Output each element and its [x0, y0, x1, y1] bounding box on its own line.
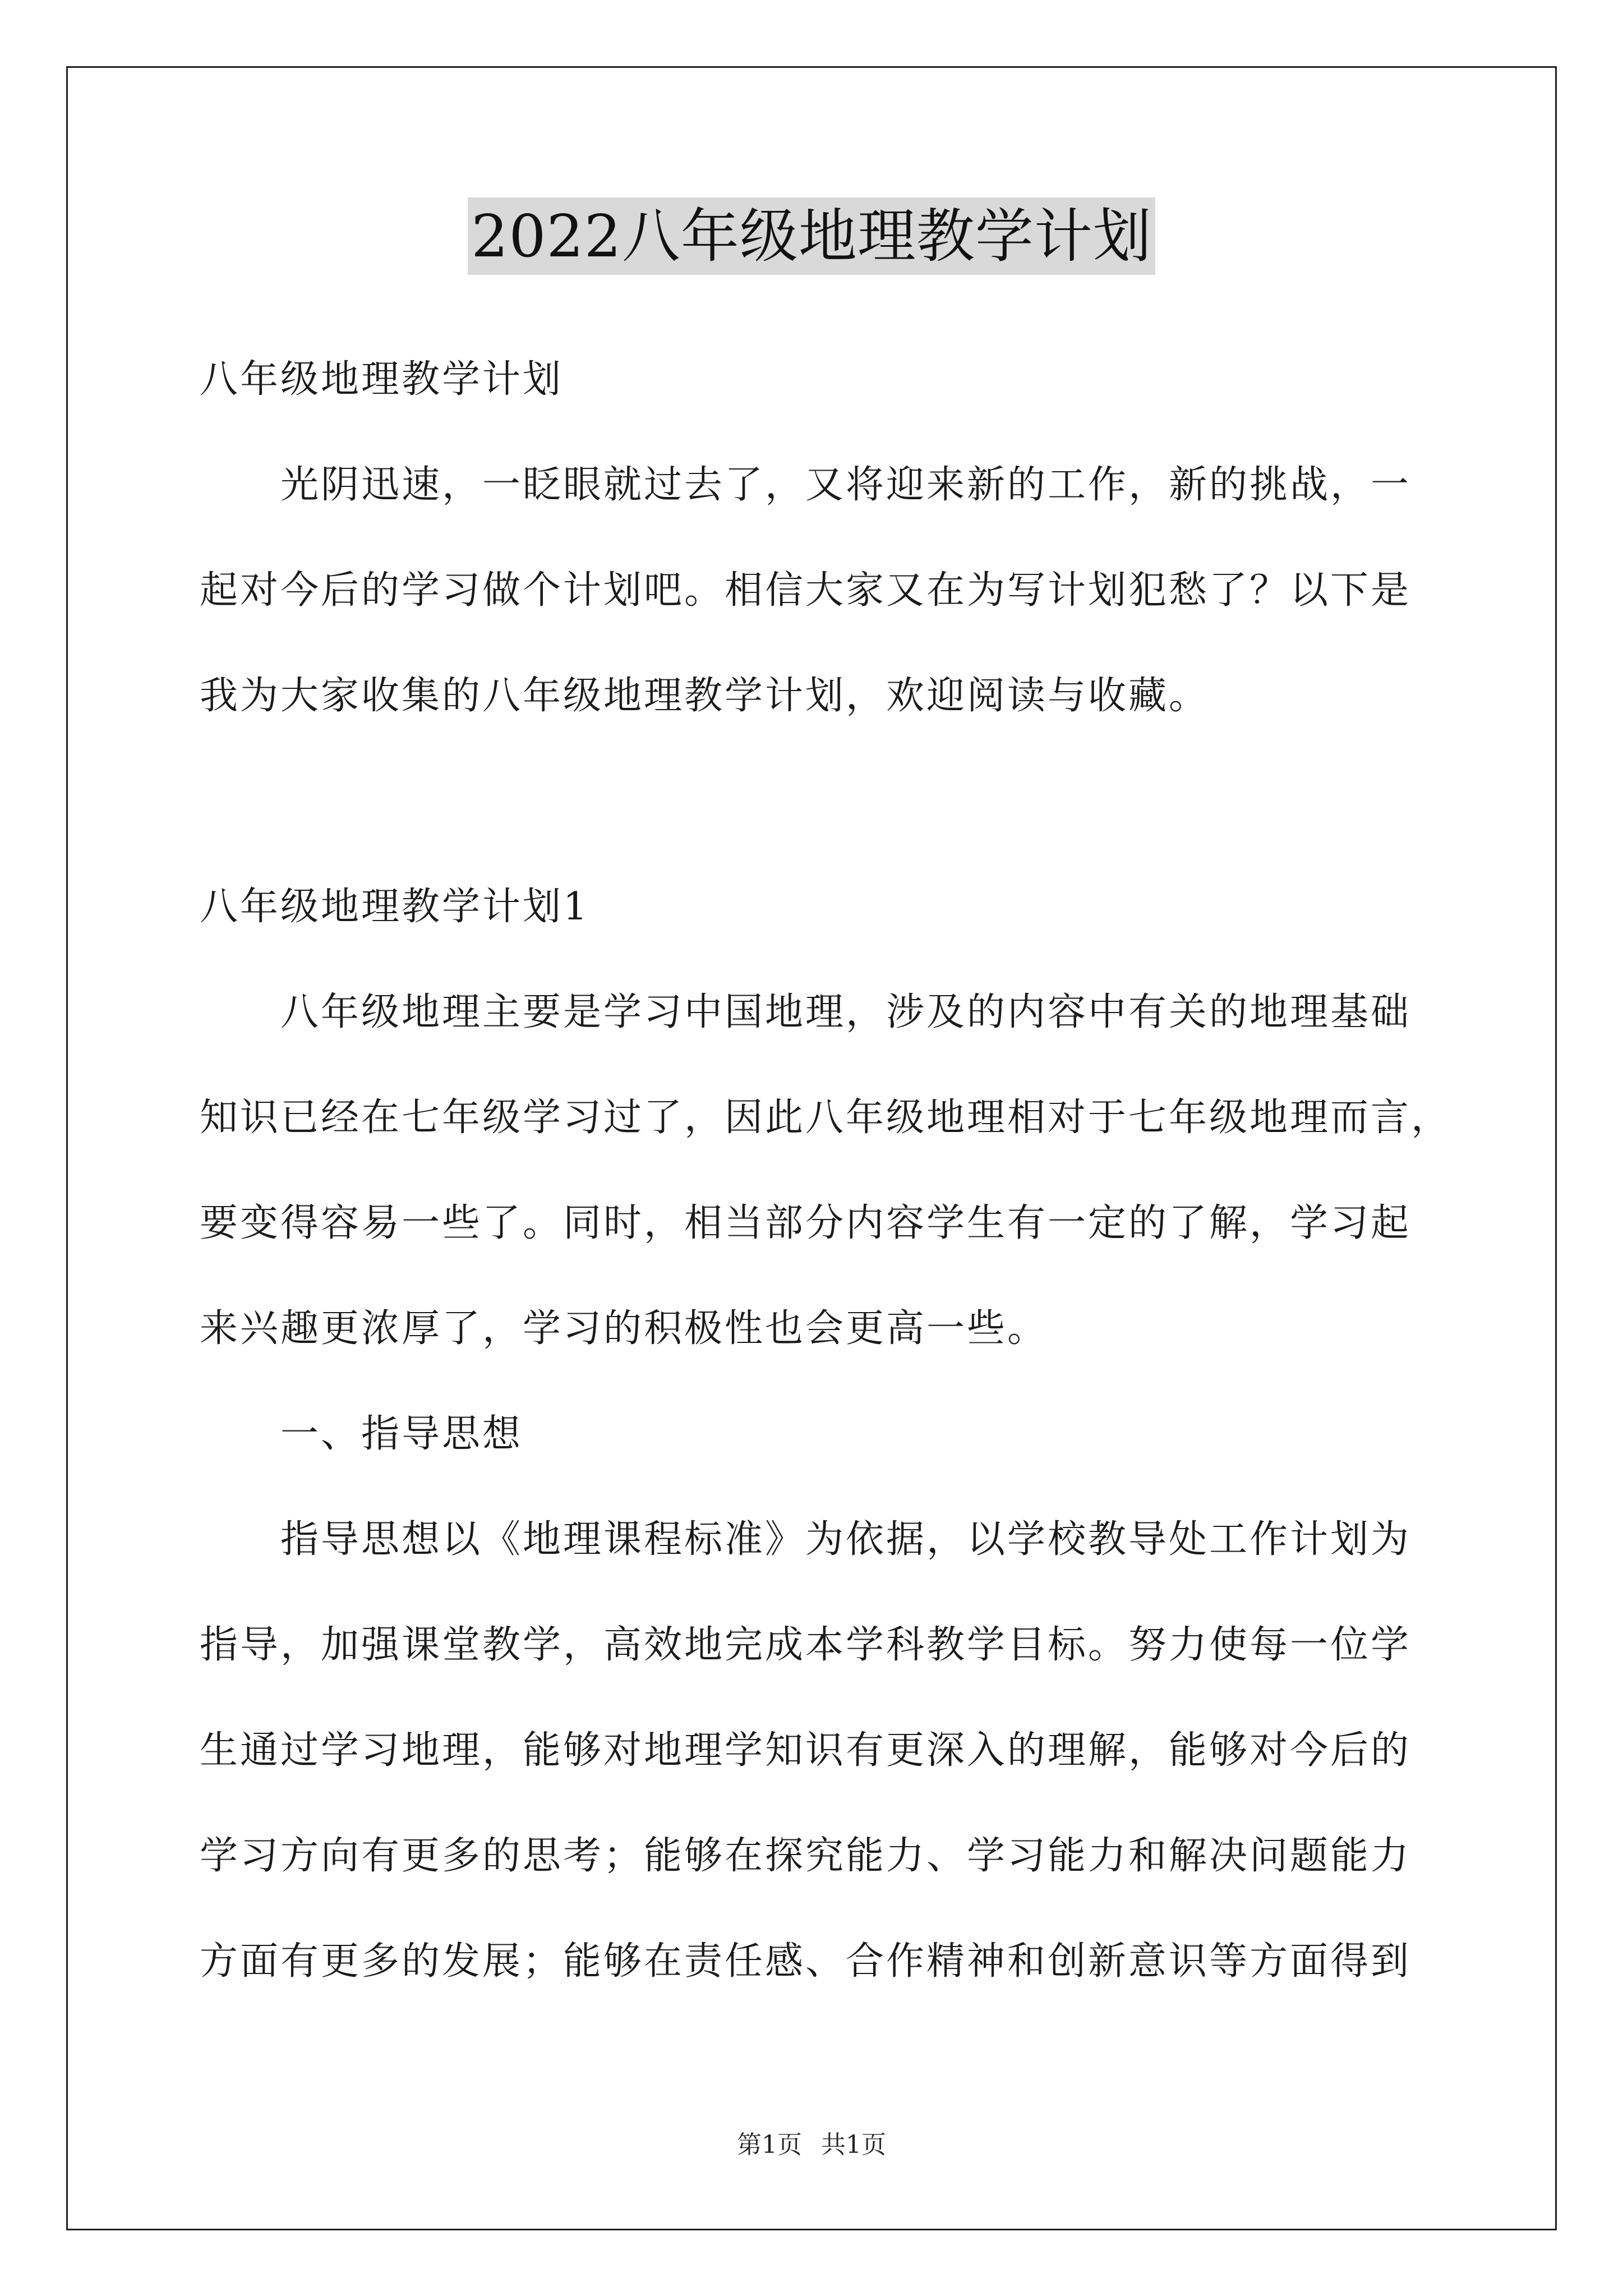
- intro-line-1: 光阴迅速，一眨眼就过去了，又将迎来新的工作，新的挑战，一: [280, 463, 1412, 507]
- guide-line-5: 方面有更多的发展；能够在责任感、合作精神和创新意识等方面得到: [200, 1939, 1412, 1984]
- section-para-line-4: 来兴趣更浓厚了，学习的积极性也会更高一些。: [200, 1306, 1048, 1351]
- document-title: 2022八年级地理教学计划: [468, 197, 1155, 275]
- guide-line-3: 生通过学习地理，能够对地理学知识有更深入的理解，能够对今后的: [200, 1728, 1412, 1773]
- document-subtitle: 八年级地理教学计划: [200, 357, 564, 402]
- title-container: [0, 197, 1623, 275]
- section-para-line-2: 知识已经在七年级学习过了，因此八年级地理相对于七年级地理而言，: [200, 1096, 1452, 1140]
- intro-line-3: 我为大家收集的八年级地理教学计划，欢迎阅读与收藏。: [200, 674, 1210, 718]
- guide-line-4: 学习方向有更多的思考；能够在探究能力、学习能力和解决问题能力: [200, 1834, 1412, 1878]
- intro-line-2: 起对今后的学习做个计划吧。相信大家又在为写计划犯愁了？以下是: [200, 568, 1412, 613]
- page-number-current: 第1页: [737, 2131, 802, 2159]
- section-heading: 八年级地理教学计划1: [200, 885, 590, 929]
- guide-line-2: 指导，加强课堂教学，高效地完成本学科教学目标。努力使每一位学: [200, 1623, 1412, 1667]
- page-footer: [0, 2129, 1623, 2161]
- page-number-total: 共1页: [821, 2131, 886, 2159]
- section-para-line-3: 要变得容易一些了。同时，相当部分内容学生有一定的了解，学习起: [200, 1201, 1412, 1245]
- section-para-line-1: 八年级地理主要是学习中国地理，涉及的内容中有关的地理基础: [280, 990, 1412, 1034]
- subheading-guiding-thought: 一、指导思想: [280, 1412, 523, 1456]
- guide-line-1: 指导思想以《地理课程标准》为依据，以学校教导处工作计划为: [280, 1517, 1412, 1562]
